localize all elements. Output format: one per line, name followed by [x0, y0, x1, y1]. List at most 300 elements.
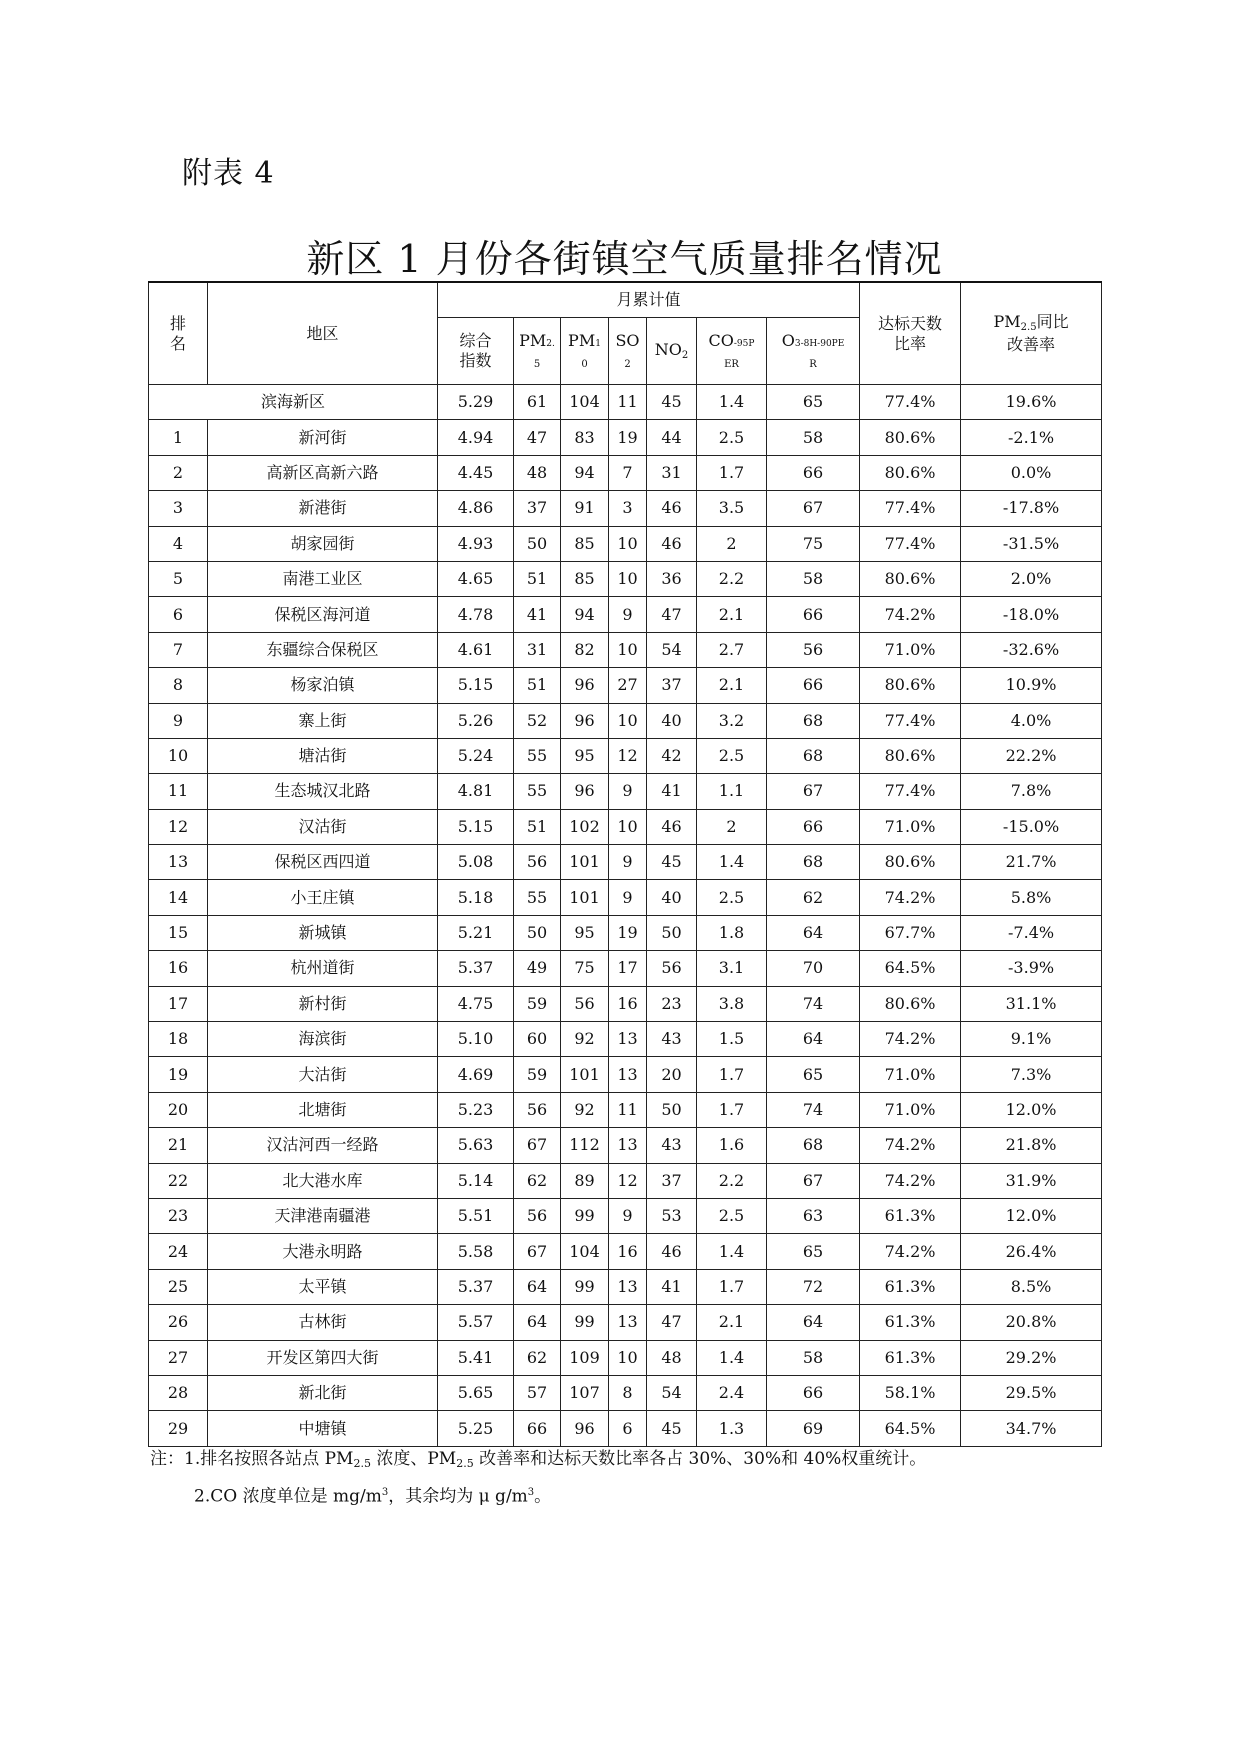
- cell-compliance: 77.4%: [860, 774, 961, 809]
- cell-compliance: 64.5%: [860, 1411, 961, 1446]
- cell-improvement: 8.5%: [961, 1269, 1102, 1304]
- cell-co: 1.7: [697, 1092, 767, 1127]
- rank-header: 排 名: [149, 282, 208, 385]
- cell-pm25: 31: [514, 632, 561, 667]
- cell-pm10: 102: [561, 809, 609, 844]
- cell-composite: 5.37: [438, 951, 514, 986]
- cell-compliance: 61.3%: [860, 1269, 961, 1304]
- cell-no2: 23: [647, 986, 697, 1021]
- cell-co: 2.4: [697, 1375, 767, 1410]
- cell-rank: 9: [149, 703, 208, 738]
- cell-no2: 53: [647, 1198, 697, 1233]
- table-row: [149, 703, 1102, 738]
- cell-compliance: 80.6%: [860, 845, 961, 880]
- cell-o3: 64: [767, 1305, 860, 1340]
- cell-pm25: 59: [514, 1057, 561, 1092]
- cell-composite: 5.51: [438, 1198, 514, 1233]
- summary-no2: 45: [647, 385, 697, 420]
- cell-improvement: -18.0%: [961, 597, 1102, 632]
- cell-composite: 5.58: [438, 1234, 514, 1269]
- cell-co: 1.3: [697, 1411, 767, 1446]
- cell-pm10: 96: [561, 703, 609, 738]
- cell-pm25: 52: [514, 703, 561, 738]
- pm10-header: PM1 0: [561, 318, 609, 385]
- cell-co: 1.4: [697, 1234, 767, 1269]
- cell-pm25: 50: [514, 915, 561, 950]
- table-row: [149, 1092, 1102, 1127]
- cell-rank: 18: [149, 1022, 208, 1057]
- cell-pm25: 49: [514, 951, 561, 986]
- cell-so2: 9: [609, 880, 647, 915]
- cell-no2: 36: [647, 561, 697, 596]
- cell-compliance: 80.6%: [860, 455, 961, 490]
- cell-so2: 19: [609, 420, 647, 455]
- cell-improvement: -3.9%: [961, 951, 1102, 986]
- cell-o3: 58: [767, 561, 860, 596]
- table-row: [149, 1198, 1102, 1233]
- cell-co: 1.6: [697, 1128, 767, 1163]
- cell-pm10: 96: [561, 774, 609, 809]
- cell-no2: 46: [647, 526, 697, 561]
- cell-o3: 66: [767, 1375, 860, 1410]
- cell-so2: 13: [609, 1057, 647, 1092]
- cell-compliance: 67.7%: [860, 915, 961, 950]
- cell-compliance: 71.0%: [860, 809, 961, 844]
- cell-improvement: 9.1%: [961, 1022, 1102, 1057]
- cell-co: 1.7: [697, 1057, 767, 1092]
- cell-pm10: 91: [561, 491, 609, 526]
- cell-compliance: 71.0%: [860, 632, 961, 667]
- cell-no2: 45: [647, 845, 697, 880]
- appendix-label: 附表 4: [182, 156, 275, 191]
- cell-no2: 54: [647, 632, 697, 667]
- cell-composite: 5.24: [438, 738, 514, 773]
- cell-rank: 17: [149, 986, 208, 1021]
- cell-pm25: 66: [514, 1411, 561, 1446]
- cell-pm25: 51: [514, 668, 561, 703]
- cell-compliance: 80.6%: [860, 668, 961, 703]
- table-row: [149, 951, 1102, 986]
- cell-o3: 74: [767, 1092, 860, 1127]
- cell-composite: 4.86: [438, 491, 514, 526]
- cell-improvement: 29.5%: [961, 1375, 1102, 1410]
- summary-so2: 11: [609, 385, 647, 420]
- cell-so2: 9: [609, 597, 647, 632]
- cell-co: 1.1: [697, 774, 767, 809]
- co-header: CO-95P ER: [697, 318, 767, 385]
- summary-o3: 65: [767, 385, 860, 420]
- cell-o3: 58: [767, 420, 860, 455]
- cell-improvement: 5.8%: [961, 880, 1102, 915]
- summary-compliance: 77.4%: [860, 385, 961, 420]
- cell-area: 海滨街: [208, 1022, 438, 1057]
- cell-so2: 6: [609, 1411, 647, 1446]
- cell-composite: 4.45: [438, 455, 514, 490]
- cell-no2: 47: [647, 1305, 697, 1340]
- cell-rank: 5: [149, 561, 208, 596]
- cell-improvement: 21.8%: [961, 1128, 1102, 1163]
- cell-co: 1.4: [697, 1340, 767, 1375]
- cell-pm25: 67: [514, 1234, 561, 1269]
- cell-so2: 10: [609, 703, 647, 738]
- cell-pm10: 56: [561, 986, 609, 1021]
- cell-pm25: 57: [514, 1375, 561, 1410]
- cell-so2: 13: [609, 1305, 647, 1340]
- cell-improvement: -17.8%: [961, 491, 1102, 526]
- cell-pm25: 67: [514, 1128, 561, 1163]
- cell-no2: 42: [647, 738, 697, 773]
- o3-header: O3-8H-90PE R: [767, 318, 860, 385]
- cell-so2: 27: [609, 668, 647, 703]
- cell-pm10: 83: [561, 420, 609, 455]
- pm25-header: PM2. 5: [514, 318, 561, 385]
- table-row: [149, 915, 1102, 950]
- cell-pm25: 51: [514, 809, 561, 844]
- table-notes: [150, 1445, 926, 1512]
- cell-rank: 14: [149, 880, 208, 915]
- table-row: [149, 526, 1102, 561]
- cell-so2: 9: [609, 774, 647, 809]
- cell-area: 保税区海河道: [208, 597, 438, 632]
- cell-co: 1.8: [697, 915, 767, 950]
- cell-co: 1.5: [697, 1022, 767, 1057]
- cell-rank: 28: [149, 1375, 208, 1410]
- cell-improvement: 34.7%: [961, 1411, 1102, 1446]
- cell-rank: 6: [149, 597, 208, 632]
- table-row: [149, 845, 1102, 880]
- cell-co: 2.7: [697, 632, 767, 667]
- cell-compliance: 74.2%: [860, 1128, 961, 1163]
- cell-compliance: 58.1%: [860, 1375, 961, 1410]
- cell-compliance: 74.2%: [860, 597, 961, 632]
- cell-composite: 4.75: [438, 986, 514, 1021]
- cell-pm10: 89: [561, 1163, 609, 1198]
- cell-composite: 4.61: [438, 632, 514, 667]
- cell-area: 胡家园街: [208, 526, 438, 561]
- summary-pm10: 104: [561, 385, 609, 420]
- cell-area: 杭州道街: [208, 951, 438, 986]
- table-row: [149, 491, 1102, 526]
- cell-pm25: 55: [514, 774, 561, 809]
- cell-rank: 3: [149, 491, 208, 526]
- cell-rank: 16: [149, 951, 208, 986]
- cell-compliance: 74.2%: [860, 1234, 961, 1269]
- cell-o3: 72: [767, 1269, 860, 1304]
- cell-area: 寨上街: [208, 703, 438, 738]
- cell-compliance: 77.4%: [860, 526, 961, 561]
- cell-co: 3.5: [697, 491, 767, 526]
- pm25-improvement-header: $PM_{2.5}$同比 改善率: [961, 282, 1102, 385]
- cell-pm25: 62: [514, 1163, 561, 1198]
- cell-no2: 46: [647, 491, 697, 526]
- cell-rank: 21: [149, 1128, 208, 1163]
- cell-co: 2.5: [697, 738, 767, 773]
- cell-o3: 63: [767, 1198, 860, 1233]
- cell-compliance: 77.4%: [860, 703, 961, 738]
- cell-pm25: 60: [514, 1022, 561, 1057]
- cell-composite: 5.57: [438, 1305, 514, 1340]
- cell-pm25: 56: [514, 1198, 561, 1233]
- cell-improvement: 22.2%: [961, 738, 1102, 773]
- cell-compliance: 80.6%: [860, 561, 961, 596]
- cell-area: 古林街: [208, 1305, 438, 1340]
- cell-improvement: 0.0%: [961, 455, 1102, 490]
- cell-improvement: 31.9%: [961, 1163, 1102, 1198]
- cell-area: 大港永明路: [208, 1234, 438, 1269]
- cell-compliance: 61.3%: [860, 1198, 961, 1233]
- cell-improvement: 7.3%: [961, 1057, 1102, 1092]
- cell-rank: 10: [149, 738, 208, 773]
- table-row: [149, 561, 1102, 596]
- cell-no2: 43: [647, 1128, 697, 1163]
- document-title: 新区 1 月份各街镇空气质量排名情况: [306, 237, 943, 281]
- cell-so2: 10: [609, 1340, 647, 1375]
- cell-pm10: 96: [561, 1411, 609, 1446]
- summary-pm25: 61: [514, 385, 561, 420]
- air-quality-ranking-table: [148, 281, 1102, 1447]
- cell-composite: 5.18: [438, 880, 514, 915]
- cell-no2: 37: [647, 1163, 697, 1198]
- table-row: [149, 1163, 1102, 1198]
- cell-pm25: 59: [514, 986, 561, 1021]
- cell-rank: 27: [149, 1340, 208, 1375]
- cell-pm10: 85: [561, 526, 609, 561]
- cell-no2: 46: [647, 1234, 697, 1269]
- cell-area: 中塘镇: [208, 1411, 438, 1446]
- cell-o3: 66: [767, 455, 860, 490]
- cell-pm10: 85: [561, 561, 609, 596]
- so2-header: SO 2: [609, 318, 647, 385]
- cell-composite: 5.25: [438, 1411, 514, 1446]
- cell-so2: 8: [609, 1375, 647, 1410]
- cell-rank: 25: [149, 1269, 208, 1304]
- cell-no2: 41: [647, 1269, 697, 1304]
- cell-o3: 65: [767, 1234, 860, 1269]
- cell-area: 塘沽街: [208, 738, 438, 773]
- cell-no2: 40: [647, 880, 697, 915]
- cell-rank: 11: [149, 774, 208, 809]
- summary-row: [149, 385, 1102, 420]
- summary-improvement: 19.6%: [961, 385, 1102, 420]
- cell-improvement: -31.5%: [961, 526, 1102, 561]
- cell-o3: 67: [767, 1163, 860, 1198]
- table-row: [149, 1269, 1102, 1304]
- compliance-header: 达标天数 比率: [860, 282, 961, 385]
- cell-pm10: 101: [561, 880, 609, 915]
- table-row: [149, 1375, 1102, 1410]
- cell-composite: 5.08: [438, 845, 514, 880]
- cell-compliance: 77.4%: [860, 491, 961, 526]
- cell-so2: 9: [609, 845, 647, 880]
- monthly-group-header: 月累计值: [438, 282, 860, 318]
- cell-composite: 5.26: [438, 703, 514, 738]
- cell-area: 杨家泊镇: [208, 668, 438, 703]
- cell-so2: 13: [609, 1022, 647, 1057]
- cell-pm10: 82: [561, 632, 609, 667]
- cell-pm10: 96: [561, 668, 609, 703]
- cell-improvement: -2.1%: [961, 420, 1102, 455]
- cell-no2: 48: [647, 1340, 697, 1375]
- cell-area: 大沽街: [208, 1057, 438, 1092]
- cell-pm25: 37: [514, 491, 561, 526]
- cell-compliance: 71.0%: [860, 1057, 961, 1092]
- cell-rank: 23: [149, 1198, 208, 1233]
- table-row: [149, 668, 1102, 703]
- cell-compliance: 74.2%: [860, 1022, 961, 1057]
- cell-composite: 5.23: [438, 1092, 514, 1127]
- note-line-1: 注：1.排名按照各站点 $PM_{2.5}$ 浓度、$PM_{2.5}$ 改善率和达标天数比率各占 30%、30%和 40%权重统计。: [150, 1449, 927, 1470]
- cell-pm10: 101: [561, 1057, 609, 1092]
- cell-composite: 5.15: [438, 668, 514, 703]
- cell-area: 高新区高新六路: [208, 455, 438, 490]
- cell-composite: 5.15: [438, 809, 514, 844]
- table-row: [149, 1411, 1102, 1446]
- table-row: [149, 455, 1102, 490]
- cell-so2: 17: [609, 951, 647, 986]
- cell-o3: 62: [767, 880, 860, 915]
- cell-rank: 8: [149, 668, 208, 703]
- table-row: [149, 632, 1102, 667]
- cell-compliance: 71.0%: [860, 1092, 961, 1127]
- cell-no2: 43: [647, 1022, 697, 1057]
- cell-co: 2.5: [697, 420, 767, 455]
- cell-rank: 4: [149, 526, 208, 561]
- cell-pm10: 107: [561, 1375, 609, 1410]
- cell-pm10: 112: [561, 1128, 609, 1163]
- table-row: [149, 1128, 1102, 1163]
- cell-compliance: 74.2%: [860, 1163, 961, 1198]
- cell-improvement: 7.8%: [961, 774, 1102, 809]
- cell-so2: 10: [609, 809, 647, 844]
- cell-pm25: 51: [514, 561, 561, 596]
- table-row: [149, 1022, 1102, 1057]
- cell-no2: 20: [647, 1057, 697, 1092]
- cell-co: 1.7: [697, 1269, 767, 1304]
- cell-area: 保税区西四道: [208, 845, 438, 880]
- cell-composite: 4.81: [438, 774, 514, 809]
- cell-improvement: 29.2%: [961, 1340, 1102, 1375]
- cell-rank: 7: [149, 632, 208, 667]
- cell-o3: 74: [767, 986, 860, 1021]
- cell-o3: 66: [767, 597, 860, 632]
- cell-so2: 16: [609, 1234, 647, 1269]
- cell-area: 天津港南疆港: [208, 1198, 438, 1233]
- cell-co: 2.1: [697, 597, 767, 632]
- cell-so2: 9: [609, 1198, 647, 1233]
- cell-pm25: 48: [514, 455, 561, 490]
- cell-o3: 64: [767, 915, 860, 950]
- cell-pm10: 104: [561, 1234, 609, 1269]
- cell-so2: 12: [609, 1163, 647, 1198]
- cell-pm10: 92: [561, 1092, 609, 1127]
- cell-compliance: 80.6%: [860, 738, 961, 773]
- cell-so2: 16: [609, 986, 647, 1021]
- cell-pm10: 99: [561, 1305, 609, 1340]
- cell-improvement: -32.6%: [961, 632, 1102, 667]
- cell-so2: 13: [609, 1128, 647, 1163]
- cell-co: 3.1: [697, 951, 767, 986]
- cell-no2: 40: [647, 703, 697, 738]
- cell-o3: 67: [767, 491, 860, 526]
- cell-area: 生态城汉北路: [208, 774, 438, 809]
- cell-co: 1.7: [697, 455, 767, 490]
- cell-so2: 13: [609, 1269, 647, 1304]
- cell-co: 2.2: [697, 561, 767, 596]
- cell-no2: 50: [647, 1092, 697, 1127]
- cell-so2: 19: [609, 915, 647, 950]
- cell-rank: 22: [149, 1163, 208, 1198]
- summary-composite: 5.29: [438, 385, 514, 420]
- cell-composite: 5.10: [438, 1022, 514, 1057]
- cell-improvement: 10.9%: [961, 668, 1102, 703]
- cell-pm25: 55: [514, 738, 561, 773]
- cell-compliance: 61.3%: [860, 1340, 961, 1375]
- cell-pm10: 99: [561, 1198, 609, 1233]
- composite-index-header: 综合 指数: [438, 318, 514, 385]
- cell-o3: 75: [767, 526, 860, 561]
- cell-pm10: 109: [561, 1340, 609, 1375]
- cell-rank: 24: [149, 1234, 208, 1269]
- cell-o3: 58: [767, 1340, 860, 1375]
- cell-rank: 2: [149, 455, 208, 490]
- cell-pm25: 56: [514, 1092, 561, 1127]
- cell-improvement: 12.0%: [961, 1198, 1102, 1233]
- cell-area: 南港工业区: [208, 561, 438, 596]
- cell-improvement: 20.8%: [961, 1305, 1102, 1340]
- cell-o3: 70: [767, 951, 860, 986]
- cell-composite: 4.78: [438, 597, 514, 632]
- cell-pm10: 92: [561, 1022, 609, 1057]
- table-row: [149, 1340, 1102, 1375]
- cell-o3: 68: [767, 738, 860, 773]
- cell-pm10: 94: [561, 597, 609, 632]
- cell-composite: 5.63: [438, 1128, 514, 1163]
- cell-o3: 68: [767, 1128, 860, 1163]
- cell-composite: 4.69: [438, 1057, 514, 1092]
- cell-co: 2.2: [697, 1163, 767, 1198]
- cell-area: 汉沽街: [208, 809, 438, 844]
- table-row: [149, 1057, 1102, 1092]
- cell-o3: 68: [767, 703, 860, 738]
- cell-no2: 56: [647, 951, 697, 986]
- table-row: [149, 1305, 1102, 1340]
- cell-area: 小王庄镇: [208, 880, 438, 915]
- note-line-2: 2.CO 浓度单位是 $mg/m^3$，其余均为 μ $g/m^3$。: [194, 1486, 552, 1507]
- table-row: [149, 597, 1102, 632]
- cell-composite: 5.37: [438, 1269, 514, 1304]
- cell-pm10: 94: [561, 455, 609, 490]
- cell-no2: 45: [647, 1411, 697, 1446]
- cell-area: 北塘街: [208, 1092, 438, 1127]
- cell-co: 3.8: [697, 986, 767, 1021]
- cell-area: 东疆综合保税区: [208, 632, 438, 667]
- cell-pm25: 47: [514, 420, 561, 455]
- table-row: [149, 880, 1102, 915]
- cell-no2: 54: [647, 1375, 697, 1410]
- cell-area: 新城镇: [208, 915, 438, 950]
- cell-compliance: 80.6%: [860, 986, 961, 1021]
- table-row: [149, 738, 1102, 773]
- cell-area: 新河街: [208, 420, 438, 455]
- cell-composite: 4.93: [438, 526, 514, 561]
- cell-o3: 56: [767, 632, 860, 667]
- cell-compliance: 61.3%: [860, 1305, 961, 1340]
- cell-pm10: 75: [561, 951, 609, 986]
- cell-pm25: 56: [514, 845, 561, 880]
- cell-rank: 13: [149, 845, 208, 880]
- cell-compliance: 80.6%: [860, 420, 961, 455]
- table-body: [149, 385, 1102, 1447]
